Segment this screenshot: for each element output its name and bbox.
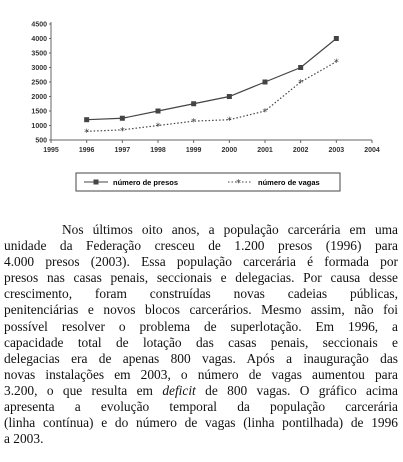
y-tick-label: 3000	[31, 65, 47, 72]
vagas-point: *	[333, 57, 339, 69]
presos-point	[334, 36, 339, 41]
paragraph-line: penitenciárias e novos blocos carcerários. Mesmo assim, não foi	[4, 302, 398, 318]
body-paragraph	[4, 222, 398, 447]
presos-point	[263, 80, 268, 85]
series-layer	[84, 36, 339, 138]
y-tick-label: 1000	[31, 123, 47, 130]
paragraph-line: possível resolver o problema de superlotação. Em 1996, a	[4, 318, 398, 334]
vagas-point: *	[298, 78, 304, 89]
y-tick-label: 3500	[31, 50, 47, 58]
y-tick-label: 4500	[31, 21, 47, 29]
paragraph-line	[4, 383, 398, 399]
x-tick-label: 2002	[292, 147, 309, 154]
y-tick-label: 1500	[31, 108, 47, 116]
legend-presos-label: número de presos	[113, 178, 179, 187]
deficit-word: deficit	[162, 382, 196, 398]
chart-axes	[51, 22, 372, 140]
paragraph-line: unidade da Federação cresceu de 1.200 presos (1996) para	[4, 238, 398, 254]
presos-point	[191, 101, 196, 106]
y-tick-label: 4000	[31, 36, 47, 43]
y-tick-label: 500	[35, 137, 47, 145]
presos-point	[120, 116, 125, 121]
x-tick-label: 1996	[78, 147, 95, 154]
series-line-vagas	[87, 62, 337, 132]
legend-vagas-marker: *	[236, 178, 241, 189]
x-tick-label: 2001	[257, 147, 273, 154]
paragraph-line: presos nas casas penais, seccionais e delegacias. Por causa desse	[4, 270, 398, 286]
x-tick-label: 1997	[114, 147, 131, 154]
vagas-point: *	[155, 121, 161, 133]
vagas-point: *	[119, 125, 125, 137]
paragraph-line: 4.000 presos (2003). Essa população carcerária é formada por	[4, 254, 398, 270]
vagas-point: *	[84, 127, 90, 139]
paragraph-line: Nos últimos oito anos, a população carcerária em uma	[62, 222, 398, 237]
x-tick-label: 2004	[364, 147, 380, 154]
paragraph-line: (linha contínua) e do número de vagas (linha pontilhada) de 1996	[4, 415, 398, 431]
paragraph-line: crescimento, foram construídas novas cadeias públicas,	[4, 286, 398, 302]
vagas-point: *	[262, 107, 268, 118]
paragraph-line: apresenta a evolução temporal da população carcerária	[4, 399, 398, 415]
paragraph-line: novas instalações em 2003, o número de vagas aumentou para	[4, 366, 398, 382]
vagas-point: *	[226, 115, 232, 127]
x-tick-label: 1995	[43, 147, 59, 154]
x-tick-label: 1998	[150, 147, 166, 154]
legend-vagas-label: número de vagas	[258, 178, 320, 187]
paragraph-line: a 2003.	[4, 431, 44, 447]
presos-point	[84, 117, 89, 122]
presos-point	[156, 109, 161, 114]
chart-figure	[0, 0, 403, 200]
paragraph-line: delegacias era de apenas 800 vagas. Após a inauguração das	[4, 350, 398, 366]
y-tick-label: 2000	[31, 94, 47, 101]
y-tick-labels	[31, 22, 51, 145]
line11-start: 3.200, o que resulta em	[4, 382, 163, 398]
x-tick-label: 2003	[328, 147, 345, 154]
y-tick-label: 2500	[31, 79, 47, 87]
line11-end: de 800 vagas. O gráfico acima	[195, 382, 398, 398]
chart-legend	[76, 173, 340, 191]
x-tick-label: 1999	[185, 147, 202, 154]
paragraph-line: capacidade total de lotação das casas penais, seccionais e	[4, 334, 398, 350]
legend-presos-marker	[94, 180, 99, 185]
presos-point	[227, 94, 232, 99]
x-tick-labels	[43, 140, 380, 154]
x-tick-label: 2000	[221, 147, 238, 154]
chart-svg	[0, 0, 403, 200]
presos-point	[298, 65, 303, 70]
vagas-point: *	[191, 117, 197, 129]
